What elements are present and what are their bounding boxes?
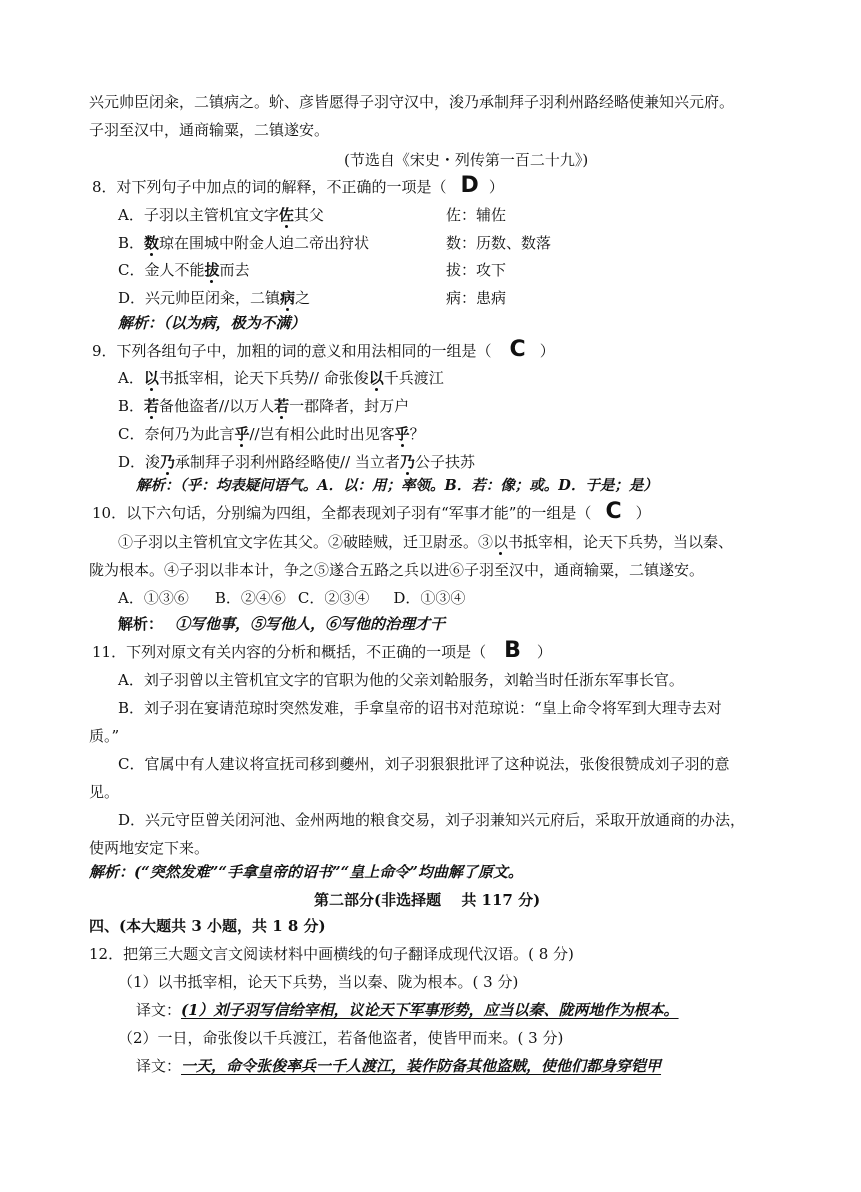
section-four-heading: 四、(本大题共 3 小题，共 1 8 分) <box>89 917 326 935</box>
q8-option-c: C．金人不能拔而去 <box>118 261 250 279</box>
q12-translation-2: 译文：一天，命令张俊率兵一千人渡江，装作防备其他盗贼，使他们都身穿铠甲 <box>136 1057 662 1075</box>
q10-body-line-2: 陇为根本。④子羽以非本计，争之⑤遂合五路之兵以进⑥子羽至汉中，通商输粟，二镇遂安。 <box>89 561 705 579</box>
q9-option-b: B．若备他盗者//以万人若一郡降者，封万户 <box>118 397 410 415</box>
q8-stem: 8．对下列句子中加点的词的解释，不正确的一项是（ D ） <box>92 173 504 198</box>
q9-answer: C <box>509 337 526 362</box>
q11-analysis: 解析：(“突然发难”“手拿皇帝的诏书”“皇上命令”均曲解了原文。 <box>89 863 523 881</box>
q12-sentence-2: （2）一日，命张俊以千兵渡江，若备他盗者，使皆甲而来。( 3 分) <box>118 1029 564 1047</box>
q12-stem: 12．把第三大题文言文阅读材料中画横线的句子翻译成现代汉语。( 8 分) <box>89 945 574 963</box>
q11-option-a: A．刘子羽曾以主管机宜文字的官职为他的父亲刘韐服务，刘韐当时任浙东军事长官。 <box>118 671 684 689</box>
q12-translation-1: 译文：(1）刘子羽写信给宰相，议论天下军事形势，应当以秦、陇两地作为根本。 <box>136 1001 679 1019</box>
q11-answer: B <box>504 638 521 663</box>
q8-c-keyword: 拔 <box>204 261 220 279</box>
q11-option-b-line-1: B．刘子羽在宴请范琼时突然发难，手拿皇帝的诏书对范琼说：“皇上命令将军到大理寺去对 <box>118 699 722 717</box>
passage-source: (节选自《宋史・列传第一百二十九》) <box>344 151 589 169</box>
q12-sentence-1: （1）以书抵宰相，论天下兵势，当以秦、陇为根本。( 3 分) <box>118 973 519 991</box>
q10-analysis: 解析： ①写他事，⑤写他人，⑥写他的治理才干 <box>118 615 446 633</box>
q11-option-c-line-1: C．官属中有人建议将宣抚司移到夔州，刘子羽狠狠批评了这种说法，张俊很赞成刘子羽的意 <box>118 755 730 773</box>
q9-stem: 9．下列各组句子中，加粗的词的意义和用法相同的一组是（ C ） <box>92 337 555 362</box>
q9-option-a: A．以书抵宰相，论天下兵势// 命张俊以千兵渡江 <box>118 369 444 387</box>
q11-option-c-line-2: 见。 <box>89 783 120 801</box>
q8-option-b-gloss: 数：历数、数落 <box>446 234 552 252</box>
q10-choices: A．①③⑥ B．②④⑥ C．②③④ D．①③④ <box>118 589 466 607</box>
q8-b-keyword: 数 <box>144 234 160 252</box>
q8-analysis: 解析：（以为病，极为不满） <box>118 314 306 332</box>
q10-answer: C <box>605 499 622 524</box>
passage-line-1: 兴元帅臣闭籴，二镇病之。蚧、彦皆愿得子羽守汉中，浚乃承制拜子羽利州路经略使兼知兴元府。 <box>89 93 735 111</box>
q8-option-c-gloss: 拔：攻下 <box>446 261 507 279</box>
q8-option-a-gloss: 佐：辅佐 <box>446 206 507 224</box>
q8-d-keyword: 病 <box>280 289 296 307</box>
q10-body-line-1: ①子羽以主管机宜文字佐其父。②破睦贼，迁卫尉丞。③以书抵宰相，论天下兵势，当以秦、 <box>118 533 734 551</box>
q8-a-keyword: 佐 <box>278 206 294 224</box>
q9-option-c: C．奈何乃为此言乎//岂有相公此时出见客乎？ <box>118 425 425 443</box>
q9-analysis: 解析：（乎：均表疑问语气。A．以：用；率领。B．若：像；或。D．于是；是） <box>136 477 658 494</box>
q9-option-d: D．浚乃承制拜子羽利州路经略使// 当立者乃公子扶苏 <box>118 453 475 471</box>
q8-option-d-gloss: 病：患病 <box>446 289 507 307</box>
q8-answer: D <box>460 173 479 198</box>
q11-stem: 11．下列对原文有关内容的分析和概括，不正确的一项是（ B ） <box>92 638 552 663</box>
q8-option-b: B．数琼在围城中附金人迫二帝出狩状 <box>118 234 370 252</box>
q8-option-d: D．兴元帅臣闭籴，二镇病之 <box>118 289 311 307</box>
q11-option-d-line-1: D．兴元守臣曾关闭河池、金州两地的粮食交易，刘子羽兼知兴元府后，采取开放通商的办法， <box>118 811 746 829</box>
q10-stem: 10．以下六句话，分别编为四组，全都表现刘子羽有“军事才能”的一组是（ C ） <box>92 499 651 524</box>
part2-heading: 第二部分(非选择题 共 117 分) <box>314 891 541 909</box>
q8-option-a: A．子羽以主管机宜文字佐其父 <box>118 206 324 224</box>
passage-line-2: 子羽至汉中，通商输粟，二镇遂安。 <box>89 121 330 139</box>
q11-option-b-line-2: 质。” <box>89 727 120 745</box>
q11-option-d-line-2: 使两地安定下来。 <box>89 839 210 857</box>
